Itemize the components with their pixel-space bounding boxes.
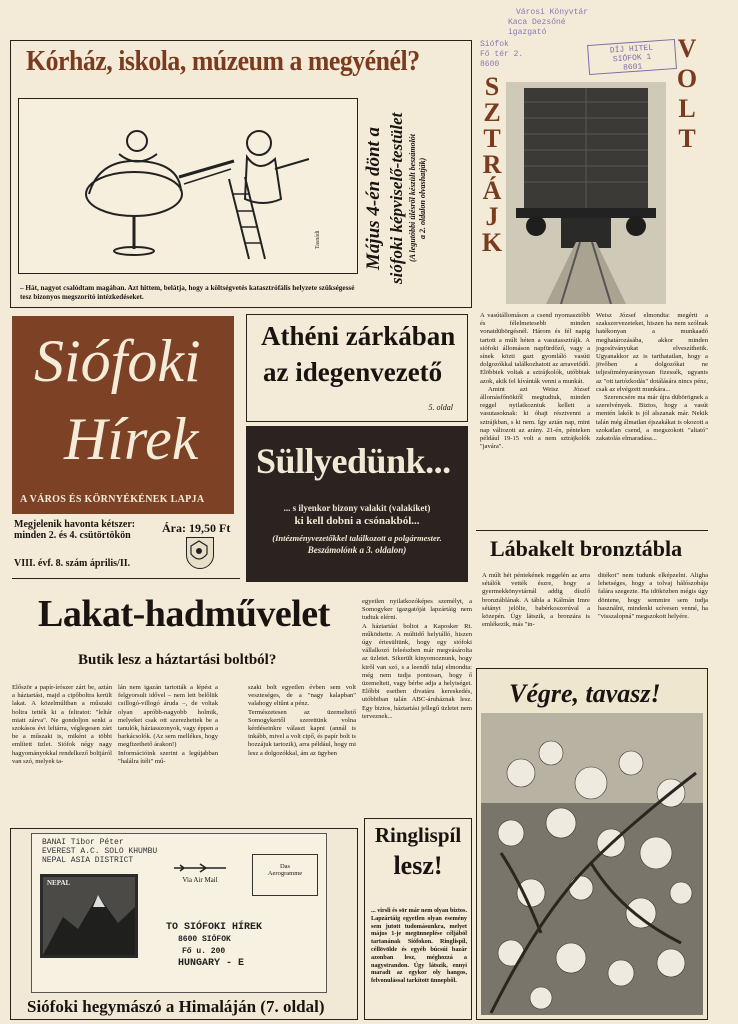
address-line: 8600 SIÓFOK xyxy=(178,935,231,944)
aerogramme-label xyxy=(252,854,318,896)
strike-letters-left: SZTRÁJK xyxy=(481,72,503,257)
lock-subheadline: Butik lesz a háztartási boltból? xyxy=(78,652,277,668)
athens-page: 5. oldal xyxy=(428,403,453,412)
lock-col1: Először a papír-írószer zárt be, aztán a háztartási, majd a cipőboltra került lakat. A közelmúltban a műszaki boltra tették ki a feliratot: "leltár miatt zárva". Ne gondoljon senki a szokásos évi leltárra, véglegesen zárt be a műszaki is, miként a többi említett üzlet. Siófok négy nagy hagyományokkal rendelkező boltjáról van szó, melyek ta- xyxy=(12,684,112,765)
top-headline: Kórház, iskola, múzeum a megyénél? xyxy=(26,46,420,77)
lock-col2: lán nem igazán tartották a lépést a felgyorsult idővel – nem lett belőlük csillogó-villogó áruda –, de voltak olyan apróbb-nagyobb holmik, melyeket csak ott szerezhettek be a tanulók, háziasszonyok, vagy éppen a barkácsolók. (Az sem mellékes, hogy megfizethető árakon!) Információink szerint a legújabban "halálra ítélt" mű- xyxy=(118,684,218,765)
sender-address xyxy=(42,838,157,865)
masthead-schedule xyxy=(14,519,135,541)
stamp-line: Fő tér 2. xyxy=(480,50,524,59)
athens-line2: az idegenvezető xyxy=(263,357,443,387)
aerogramme-line1: Das xyxy=(279,863,291,870)
sinking-line3: (Intézményvezetőkkel találkozott a polgármester. xyxy=(272,533,442,543)
carousel-headline-line2: lesz! xyxy=(393,851,443,880)
aerogramme-line2: Aerogramme xyxy=(267,870,303,877)
council-headline-line2: siófoki képviselő-testület xyxy=(387,112,406,284)
strike-paragraph: A vasútállomáson a csend nyomasztóbb és félelmetesebb minden vonatdübörgésnél. Három és fél napig tartott a múlt héten a vasutassztrájk. A siófoki állomáson napfürdőző, vagy a sínek közti gazt gyomláló vasúti dolgozókkal találkozhatott az arravetődő. Elöbbiek voltak a sztrájkolók, utóbbiak azok, akik fel kívánták venni a munkát. xyxy=(480,312,590,385)
stamp-line: 8601 xyxy=(622,62,643,73)
stamp-line: Siófok xyxy=(480,40,509,49)
stamp-line: 8600 xyxy=(480,60,500,69)
airmail-label xyxy=(168,862,232,884)
carousel-box xyxy=(364,818,472,1020)
section-rule xyxy=(476,530,708,531)
train-drawing xyxy=(506,82,666,304)
cartoon-frame xyxy=(18,98,358,274)
stamp-line: Kaca Dezsőné igazgató xyxy=(508,18,566,37)
sinking-line1: ... s ilyenkor bizony valakit (valakiket) xyxy=(283,503,431,513)
train-photo xyxy=(506,82,666,304)
masthead-issue: VIII. évf. 8. szám április/II. xyxy=(14,558,131,569)
council-note-line2: a 2. oldalon olvashatják) xyxy=(418,157,427,239)
strike-paragraph: Amint azt Weisz József állomásfőnöktől megtudtuk, minden reggel nyilatkozniuk kellett a vasutasoknak: ki óhajt résztvenni a sztrájkban, s ki nem. Így aztán nap, mint nap változott az arány. 21-én, pénteken például 19-15 volt a nem sztrájkolók "javára". xyxy=(480,385,590,451)
strike-paragraph: Szerencsére ma már újra dübörögnek a szerelvények. Biztos, hogy a vasút mentén lakók is jól alszanak már. Nekik talán még álmatlan éjszakákat is okozott a szokatlan csend, a megszokott "altató" zakatolás elmaradása... xyxy=(596,394,708,443)
masthead-block xyxy=(12,316,234,514)
council-note-line1: (A legutóbbi ülésről készült beszámolót xyxy=(408,134,417,263)
schedule-line1: Megjelenik havonta kétszer: xyxy=(14,519,136,530)
sender-line: NEPAL ASIA DISTRICT xyxy=(42,856,134,865)
sinking-line4: Beszámolónk a 3. oldalon) xyxy=(307,545,407,555)
postage-stamp xyxy=(587,39,677,75)
stamp-line: DÍJ HITEL xyxy=(609,43,654,56)
library-stamp xyxy=(458,8,608,84)
address-line: Fő u. 200 xyxy=(182,947,226,956)
council-headline xyxy=(362,94,458,302)
sender-line: BANAI Tibor Péter xyxy=(42,838,124,847)
strike-paragraph: Weisz József elmondta: megérti a szakszervezeteket, hiszen ha nem szólnak hatékonyan a munkaadó meghatározásába, akkor minden jogosítványukat elveszíthetik. Ugyanakkor az is tarthatatlan, hogy a jövőben a dolgozókat ne teljesítményarányosan fizessék, ugyanis az "ott tartózkodás" dotálására nincs pénz, csak az elvégzett munkára... xyxy=(596,312,708,393)
cartoon-drawing xyxy=(19,99,357,273)
spring-box xyxy=(476,668,708,1020)
lock-headline: Lakat-hadművelet xyxy=(38,593,330,635)
lock-col4: egyetlen nyilatkozóképes személyt, a Somogyker igazgatóját lapzártáig nem tudtuk elérni. A háztartási boltot a Kaposker Rt. működtette. A múltidő helytálló, hiszen úgy értesültünk, hogy egy siófoki vállalkozó feleészben már megvásárolta az üzletet. Sikerült kinyomoznunk, hogy kiről van szó, s a leendő tulaj elmondta: még nem tudja pontosan, hogy ő üzemelteti, vagy bérbe adja a helyiséget. Előbbi esetben divatáru kereskedés, utóbbiban talán ABC-áruháznak lesz. Egy biztos, háztartási jellegű üzletet nem terveznek... xyxy=(362,598,472,720)
stamp-country: NEPAL xyxy=(47,879,71,887)
athens-box xyxy=(246,314,468,422)
masthead-title-line1: Siófoki xyxy=(34,328,201,394)
strike-body-left xyxy=(480,312,590,451)
sinking-headline: Süllyedünk... xyxy=(256,441,451,481)
stamp-line: Városi Könyvtár xyxy=(516,8,589,17)
strike-body-right xyxy=(596,312,708,443)
sender-line: EVEREST A.C. SOLO KHUMBU xyxy=(42,847,158,856)
schedule-line2: minden 2. és 4. csütörtökön xyxy=(14,530,131,541)
himalaya-caption: Siófoki hegymászó a Himaláján (7. oldal) xyxy=(27,997,325,1016)
council-headline-line1: Május 4-én dönt a xyxy=(363,126,384,270)
sinking-box xyxy=(246,426,468,582)
blossom-photo xyxy=(481,713,703,1015)
bronze-headline: Lábakelt bronztábla xyxy=(490,536,683,561)
mountain-drawing xyxy=(43,877,135,955)
sinking-text xyxy=(252,502,462,556)
recipient-address xyxy=(166,922,262,970)
spring-headline: Végre, tavasz! xyxy=(509,679,661,708)
masthead-subtitle: A VÁROS ÉS KÖRNYÉKÉNEK LAPJA xyxy=(20,494,205,505)
envelope xyxy=(31,833,327,993)
masthead-price: Ára: 19,50 Ft xyxy=(162,521,231,535)
airmail-text: Via Air Mail xyxy=(182,876,218,884)
athens-line1: Athéni zárkában xyxy=(261,321,456,351)
airplane-icon xyxy=(170,862,230,874)
bronze-col1: A múlt hét péntekének reggelén az arra sétálók vették észre, hogy a gyermekkönyvtárnál addig díszlő bronztáblának. A tábla a Kálmán Imre sétányt jelölte, babérkoszorúval a közepén. Úgy látszik, a bronzára is emlékezik, más "in- xyxy=(482,572,590,629)
masthead-title-line2: Hírek xyxy=(64,406,199,472)
blossom-drawing xyxy=(481,713,703,1015)
town-crest-icon xyxy=(186,537,214,569)
carousel-headline-line1: Ringlispíl xyxy=(374,823,462,847)
bronze-col2: ditékot" nem tudunk elképzelni. Aligha lehetséges, hogy a tolvaj hálószobája falára szegezte. Ha idöközben mégis úgy döntene, hogy semmire sem tudja használni, mindenki szívesen venné, ha "visszalopná" megszokott helyére. xyxy=(598,572,708,621)
cartoon-signature: Tasnádi xyxy=(315,230,321,249)
address-line: TO SIÓFOKI HÍREK xyxy=(166,922,263,933)
himalaya-box xyxy=(10,828,358,1020)
lock-col3: szaki bolt egyetlen évben sem volt veszteséges, de a "nagy kalapban" valahogy eltűnt a pénz. Természetesen az üzemeltető Somogykertől szerettünk volna kérdéseinkre választ kapni (annál is inkább, mivel a volt cipő, és papír bolt is hozzájuk tartozik), arra például, hogy mi lesz a dolgozókkal, ám az ügyben xyxy=(248,684,356,757)
sinking-line2: ki kell dobni a csónakból... xyxy=(294,515,420,527)
cartoon-caption: – Hát, nagyot csalódtam magában. Azt hittem, belátja, hogy a költségvetés katasztrófális helyzete szükségessé tesz bizonyos megszorító intézkedéseket. xyxy=(20,284,355,301)
carousel-body: ... virsli és sör már nem olyan biztos. Lapzártáig egyetlen olyan esemény sem jutott tudomásunkra, melyet május 1-je megünneplése céljából tartanának Siófokon. Ringlispíl, céllövölde és egyéb búcsúi bazár azonban lesz, méghozzá a nagystrandon. Úgy látszik, ennyi maradt az egykor oly hangos, felvonulással tarkított ünnepből. xyxy=(371,907,467,985)
address-line: HUNGARY - E xyxy=(178,958,245,969)
nepal-stamp xyxy=(40,874,138,958)
strike-letters-right: VOLT xyxy=(676,34,698,153)
masthead-rule xyxy=(12,578,240,579)
stamp-line: SIÓFOK 1 xyxy=(612,52,652,65)
